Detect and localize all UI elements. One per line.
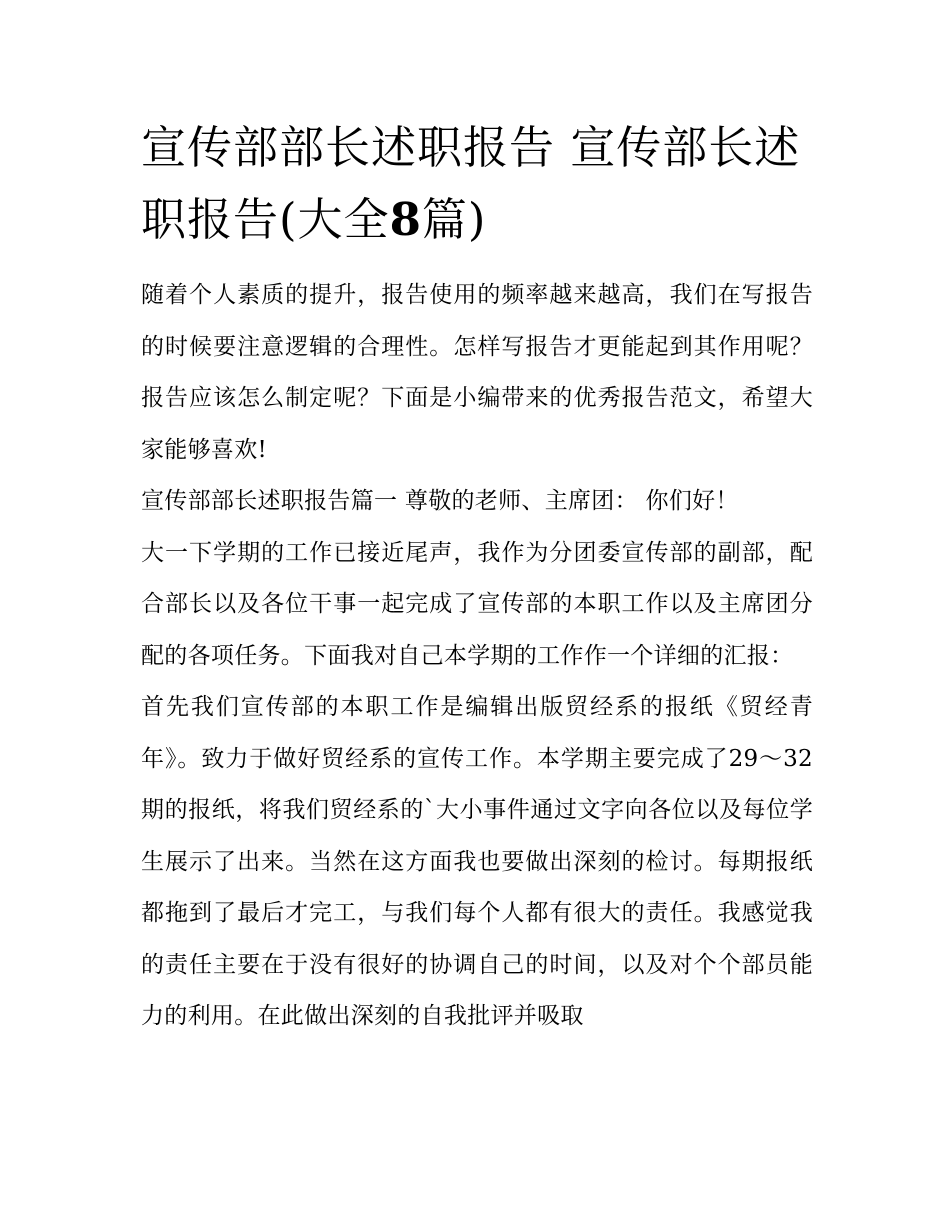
document-title [141,112,813,256]
title-text-part1: 宣传部部长述职报告 宣传部长述职报告(大全 [141,121,801,246]
paragraph-intro: 随着个人素质的提升，报告使用的频率越来越高，我们在写报告的时候要注意逻辑的合理性。怎样写报告才更能起到其作用呢？报告应该怎么制定呢？下面是小编带来的优秀报告范文，希望大家能够喜欢! [141,282,813,463]
paragraph-summary: 大一下学期的工作已接近尾声，我作为分团委宣传部的副部，配合部长以及各位干事一起完成了宣传部的本职工作以及主席团分配的各项任务。下面我对自己本学期的工作作一个详细的汇报： [141,539,813,669]
document-page [141,112,813,1043]
title-text-part2: 篇) [421,193,487,246]
title-number: 8 [389,193,422,246]
document-body [141,270,813,1043]
paragraph-work-detail: 首先我们宣传部的本职工作是编辑出版贸经系的报纸《贸经青年》。致力于做好贸经系的宣传工作。本学期主要完成了29～32期的报纸，将我们贸经系的`大小事件通过文字向各位以及每位学生展示了出来。当然在这方面我也要做出深刻的检讨。每期报纸都拖到了最后才完工，与我们每个人都有很大的责任。我感觉我的责任主要在于没有很好的协调自己的时间，以及对个个部员能力的利用。在此做出深刻的自我批评并吸取 [141,694,813,1029]
paragraph-greeting: 宣传部部长述职报告篇一 尊敬的老师、主席团： 你们好！ [141,488,739,514]
